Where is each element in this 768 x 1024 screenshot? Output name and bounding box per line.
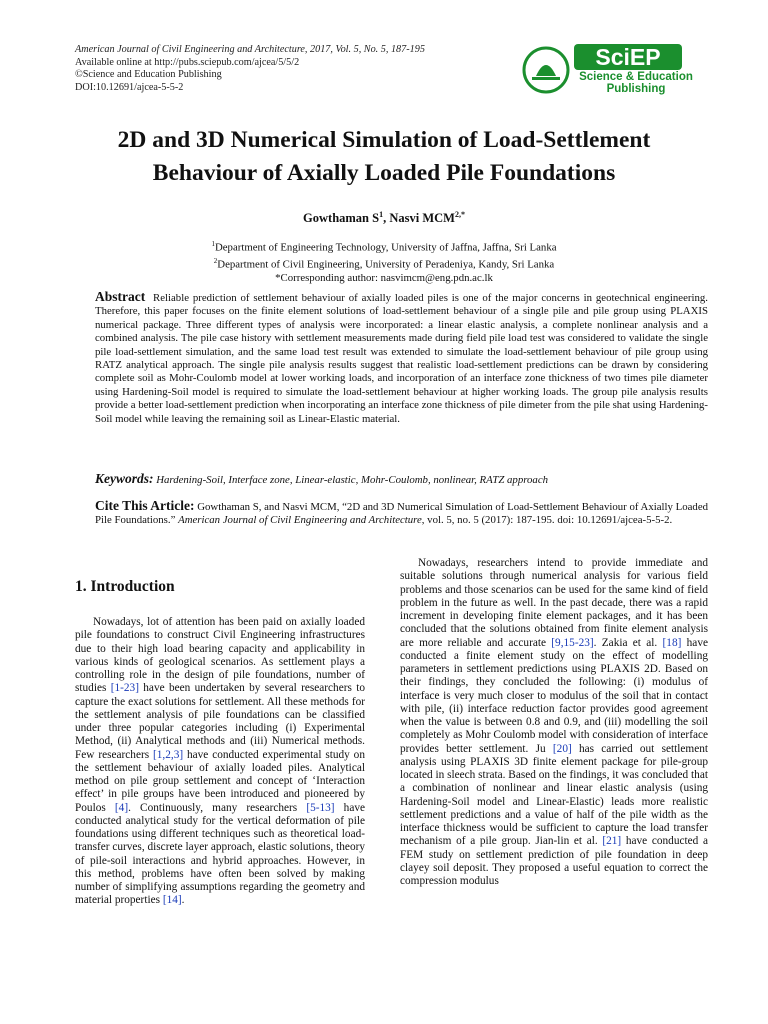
affiliation-1-mark: 1 (211, 240, 215, 248)
citation-link[interactable]: [18] (662, 636, 682, 649)
paragraph-text: Nowadays, lot of attention has been paid on axially loaded pile foundations to construct Civil Engineering infrastructures due to their high load bearing capacity and applicability in various kinds of geological scenarios. As settlement plays a controlling role in the design of pile foundations, number of studies (75, 616, 365, 695)
section-heading-introduction: 1. Introduction (75, 578, 175, 595)
body-column-right (400, 557, 708, 888)
abstract-label: Abstract (95, 289, 146, 304)
body-column-left (75, 616, 365, 908)
journal-citation: American Journal of Civil Engineering and Architecture, 2017, Vol. 5, No. 5, 187-195 (75, 44, 425, 55)
citation-link[interactable]: [14] (162, 894, 182, 907)
paragraph-text: have conducted analytical study for the vertical deformation of pile foundations using different techniques such as theoretical load-transfer curves, discrete layer approach, elastic solutions, theory of pile-soil interactions and hybrid approaches. However, in this method, problems have often been solved by making number of simplifying assumptions regarding the geometry and material properties (75, 801, 366, 907)
publisher-line: ©Science and Education Publishing (75, 69, 222, 81)
author-1-affil: 1 (379, 210, 384, 219)
cite-this-article (95, 499, 708, 528)
abstract-text: Reliable prediction of settlement behaviour of axially loaded piles is one of the major concerns in geotechnical engineering. Therefore, this paper focuses on the finite element solutions of load-settlement behaviour of a single pile and pile group using PLAXIS numerical package. Three different types of analysis were incorporated: a linear elastic analysis, a complete nonlinear analysis and a combined analysis. The pile case history with settlement measurements made during field pile load test was considered to validate the single pile load-settlement simulation, and the same load test result was extended to simulate the load-settlement behaviour of pile group using RATZ analytical approach. The single pile analysis results suggest that realistic load-settlement predictions can be drawn by considering complete soil as Mohr-Coulomb model at lower working loads, and incorporation of an interface zone thickness of two times pile diameter using Hardening-Soil model is required to simulate the load-settlement behaviour at higher working loads. The group pile analysis results provide a better load-settlement prediction when incorporating an interface zone thickness of pile dimeter from the pile shat using Hardening-Soil model while leaving the remaining soil as Linear-Elastic material. (95, 292, 708, 425)
cite-details: , vol. 5, no. 5 (2017): 187-195. doi: 10.12691/ajcea-5-5-2. (421, 514, 673, 527)
author-separator: , (383, 211, 390, 226)
abstract (95, 290, 708, 426)
keywords-text: Hardening-Soil, Interface zone, Linear-elastic, Mohr-Coulomb, nonlinear, RATZ approach (156, 474, 549, 486)
citation-link[interactable]: [21] (602, 835, 622, 848)
paragraph-text: . Continuously, many researchers (128, 801, 307, 814)
availability-url[interactable]: Available online at http://pubs.sciepub.com/ajcea/5/5/2 (75, 56, 300, 68)
paragraph-text: have conducted experimental study on the settlement behaviour of axially loaded piles. Analytical method on pile group settlement and concept of ‘Interaction effect’ in pile groups have been introduced and pioneered by Poulos (75, 748, 365, 814)
citation-link[interactable]: [1-23] (110, 682, 139, 695)
affiliation-1-text: Department of Engineering Technology, University of Jaffna, Jaffna, Sri Lanka (214, 241, 557, 254)
doi-line: DOI:10.12691/ajcea-5-5-2 (75, 81, 184, 93)
intro-paragraph-2 (400, 557, 708, 888)
cite-label: Cite This Article: (95, 498, 195, 513)
paragraph-text: have conducted a finite element study on the effect of modelling parameters in settlement predictions using PLAXIS 2D. Based on their findings, they concluded the following: (i) modulus of interface is very much closer to modulus of the soil that in contact with pile, (ii) interface reduction factor provides good agreement when the value is between 0.8 and 0.9, and (iii) modelling the soil completely as Mohr Coulomb model with consideration of interface provides better settlement. Ju (400, 636, 708, 755)
affiliation-2-text: Department of Civil Engineering, University of Peradeniya, Kandy, Sri Lanka (217, 258, 555, 271)
affiliation-1 (60, 238, 708, 255)
title-line-2: Behaviour of Axially Loaded Pile Foundations (152, 160, 616, 186)
paragraph-text: have been undertaken by several researchers to capture the exact solutions for settlement. All these methods for the settlement analysis of pile foundations can be classified under three popular categories including (i) Experimental Method, (ii) Analytical methods and (iii) Numerical methods. Few researchers (75, 682, 365, 761)
citation-link[interactable]: [20] (552, 742, 572, 755)
logo-wordmark: SciEP (595, 44, 661, 70)
keywords (95, 472, 708, 487)
paragraph-text: has carried out settlement analysis using PLAXIS 3D finite element package for pile-group located in sleech strata. Based on the findings, it was concluded that a combination of nonlinear and linear elastic analysis (using Hardening-Soil model and Linear-Elastic) leads more realistic settlement predictions and a value of half of the pile width as the interface thickness would be sufficient to capture the load transfer mechanism of a pile group. Jian-lin et al. (400, 742, 708, 848)
corresponding-author: *Corresponding author: nasvimcm@eng.pdn.ac.lk (275, 271, 493, 284)
citation-link[interactable]: [4] (114, 801, 129, 814)
paragraph-text: Nowadays, researchers intend to provide immediate and suitable solutions through numerical analysis for various field problems and those scenarios can be used for the same kind of field problem in the future as well. In the past decade, there was a rapid increment in developing finite element packages, and it has been concluded that the solutions obtained from finite element analysis are more reliable and accurate (400, 557, 708, 649)
author-2-affil: 2,* (454, 210, 465, 219)
affiliation-2 (60, 255, 708, 272)
author-1: Gowthaman S (303, 211, 380, 226)
citation-link[interactable]: [9,15-23] (551, 636, 594, 649)
affiliations (60, 238, 708, 285)
logo-caption-line2: Publishing (606, 83, 666, 95)
affiliation-2-mark: 2 (213, 256, 218, 265)
title-line-1: 2D and 3D Numerical Simulation of Load-Settlement (117, 127, 651, 153)
keywords-label: Keywords: (95, 471, 154, 486)
logo-caption (574, 71, 698, 95)
author-list (60, 210, 708, 226)
paragraph-text: . (181, 894, 185, 907)
paragraph-text: have conducted a FEM study on settlement prediction of pile foundation in deep clayey soil deposit. They proposed a useful equation to correct the compression modulus (400, 835, 708, 887)
journal-header (75, 44, 555, 94)
author-2: Nasvi MCM (389, 211, 455, 226)
paper-title (60, 124, 708, 190)
logo-caption-line1: Science & Education (579, 71, 693, 83)
paragraph-text: . Zakia et al. (593, 636, 663, 649)
cite-text: Gowthaman S, and Nasvi MCM, “2D and 3D Numerical Simulation of Load-Settlement Behaviour of Axially Loaded Pile Foundations.” (95, 501, 709, 527)
intro-paragraph-1 (75, 616, 365, 908)
cite-journal: American Journal of Civil Engineering and Architecture (178, 514, 422, 527)
citation-link[interactable]: [1,2,3] (153, 748, 184, 761)
citation-link[interactable]: [5-13] (306, 801, 335, 814)
